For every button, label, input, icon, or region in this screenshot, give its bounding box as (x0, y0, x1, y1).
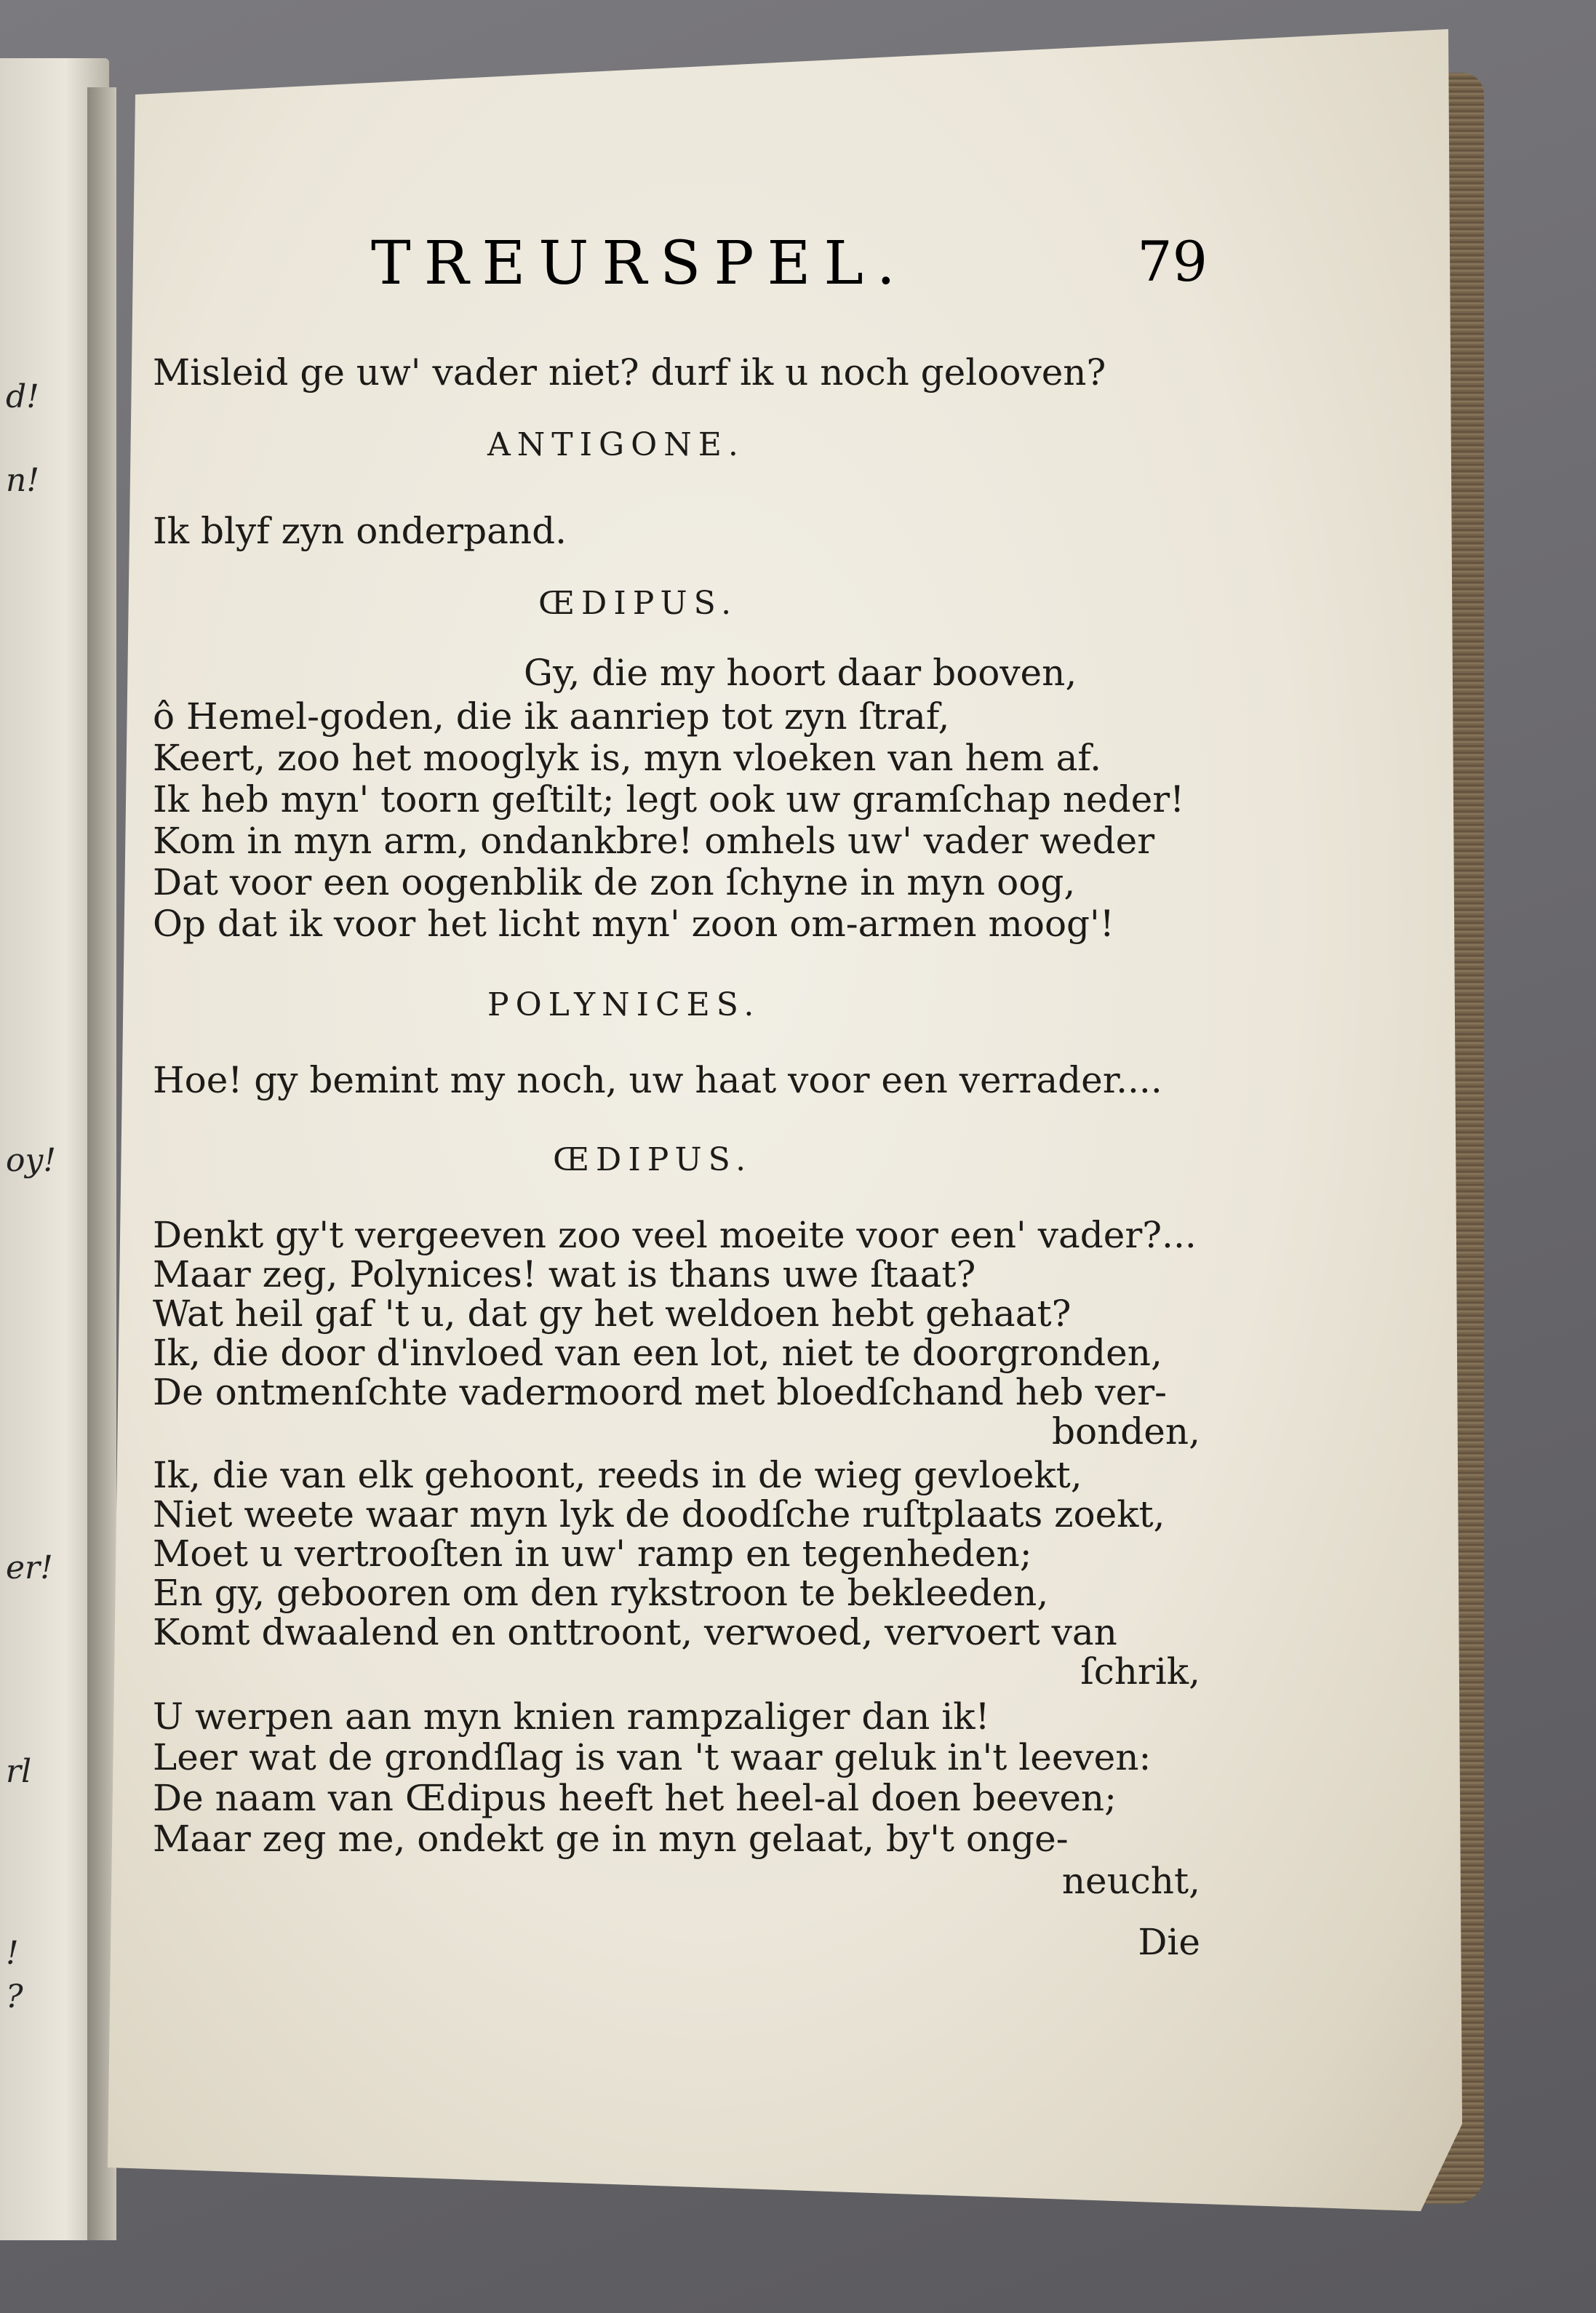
verse-line-turnover: neucht, (1061, 1860, 1200, 1902)
verse-line-turnover: bonden, (1051, 1410, 1200, 1453)
verse-line: De ontmenſchte vadermoord met bloedſchand heb ver- (153, 1371, 1168, 1413)
verse-line-turnover: ſchrik, (1080, 1650, 1200, 1693)
catchword: Die (1138, 1921, 1200, 1963)
speaker-name: ŒDIPUS. (553, 1141, 753, 1178)
facing-page-fragment: ! (6, 1935, 19, 1972)
page-number: 79 (1137, 229, 1208, 294)
verse-line: Dat voor een oogenblik de zon ſchyne in myn oog, (153, 861, 1076, 903)
verse-line: Maar zeg, Polynices! wat is thans uwe ſtaat? (153, 1253, 976, 1295)
verse-line: Keert, zoo het mooglyk is, myn vloeken van hem af. (153, 737, 1102, 779)
verse-line: Wat heil gaf 't u, dat gy het weldoen hebt gehaat? (153, 1293, 1072, 1335)
verse-line: De naam van Œdipus heeft het heel-al doen beeven; (153, 1777, 1117, 1819)
verse-line: ô Hemel-goden, die ik aanriep tot zyn ſtraf, (153, 695, 950, 738)
verse-line: Ik, die door d'invloed van een lot, niet te doorgronden, (153, 1332, 1162, 1374)
running-head: TREURSPEL. (371, 229, 909, 298)
verse-line: Kom in myn arm, ondankbre! omhels uw' vader weder (153, 820, 1155, 862)
verse-line: Ik blyf zyn onderpand. (153, 510, 567, 552)
facing-page-fragment: er! (6, 1549, 53, 1586)
verse-line: Misleid ge uw' vader niet? durf ik u noch gelooven? (153, 351, 1106, 394)
verse-line: Denkt gy't vergeeven zoo veel moeite voor een' vader?... (153, 1214, 1197, 1256)
verse-line: Hoe! gy bemint my noch, uw haat voor een verrader.... (153, 1059, 1162, 1101)
verse-line: Ik, die van elk gehoont, reeds in de wieg gevloekt, (153, 1454, 1082, 1496)
verse-line: Niet weete waar myn lyk de doodſche ruſtplaats zoekt, (153, 1493, 1165, 1535)
page-header (218, 229, 1208, 309)
verse-line: Leer wat de grondſlag is van 't waar geluk in't leeven: (153, 1736, 1152, 1778)
verse-line: Ik heb myn' toorn geſtilt; legt ook uw gramſchap neder! (153, 778, 1185, 820)
speaker-name: ŒDIPUS. (538, 585, 738, 622)
facing-page-fragment: rl (6, 1753, 32, 1790)
verse-line: Komt dwaalend en onttroont, verwoed, vervoert van (153, 1611, 1117, 1653)
speaker-name: ANTIGONE. (487, 426, 745, 463)
verse-line: Op dat ik voor het licht myn' zoon om-armen moog'! (153, 903, 1114, 945)
verse-line: Gy, die my hoort daar booven, (524, 652, 1077, 694)
facing-page-fragment: ? (6, 1978, 23, 2016)
verse-line: U werpen aan myn knien rampzaliger dan ik! (153, 1695, 990, 1738)
speaker-name: POLYNICES. (487, 986, 761, 1023)
facing-page-fragment: n! (6, 462, 40, 499)
facing-page-fragment: d! (6, 378, 39, 415)
facing-page-fragment: oy! (6, 1142, 57, 1179)
verse-line: En gy, gebooren om den rykstroon te bekleeden, (153, 1572, 1049, 1614)
verse-line: Moet u vertrooſten in uw' ramp en tegenheden; (153, 1533, 1032, 1575)
verse-line: Maar zeg me, ondekt ge in myn gelaat, by't onge- (153, 1818, 1069, 1860)
